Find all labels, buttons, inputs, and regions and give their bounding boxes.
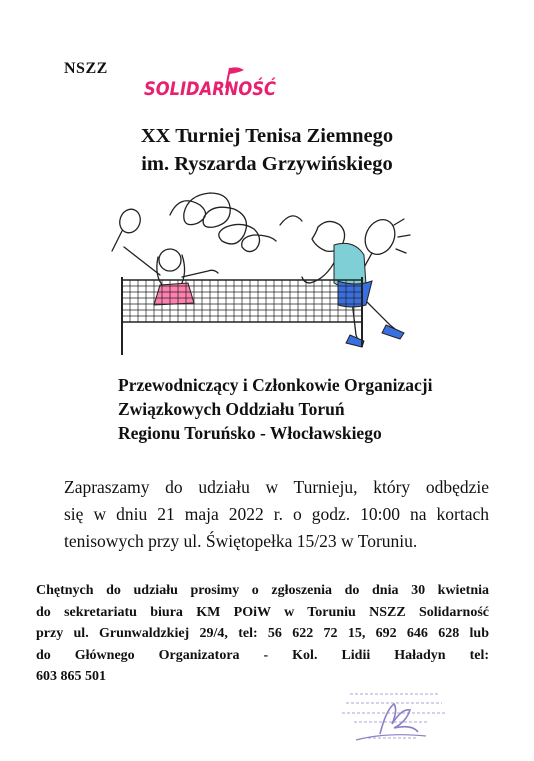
organizers-line: Regionu Toruńsko - Włocławskiego [118, 423, 382, 443]
invitation-paragraph [64, 474, 489, 555]
contact-line: przy ul. Grunwaldzkiej 29/4, tel: 56 622 72 15, 692 646 628 lub [36, 626, 489, 641]
contact-line: 603 865 501 [36, 669, 106, 684]
solidarnosc-logo [140, 62, 298, 106]
contact-line: do sekretariatu biura KM POiW w Toruniu NSZZ Solidarność [36, 604, 489, 620]
organizers-block [118, 373, 518, 445]
signature-stamp-icon [328, 686, 460, 748]
tournament-subtitle: im. Ryszarda Grzywińskiego [141, 153, 393, 175]
organizers-line: Związkowych Oddziału Toruń [118, 399, 345, 419]
svg-text:SOLIDARNOŚĆ: SOLIDARNOŚĆ [144, 78, 298, 100]
invitation-line: Zapraszamy do udziału w Turnieju, który odbędzie [64, 477, 489, 497]
contact-line: do Głównego Organizatora - Kol. Lidii Haładyn tel: [36, 647, 489, 663]
contact-line: Chętnych do udziału prosimy o zgłoszenia do dnia 30 kwietnia [36, 583, 489, 598]
organizers-line: Przewodniczący i Członkowie Organizacji [118, 375, 433, 395]
union-abbreviation: NSZZ [64, 60, 108, 77]
invitation-line: się w dniu 21 maja 2022 r. o godz. 10:00 na kortach [64, 504, 489, 524]
tennis-cartoon-illustration-icon [90, 185, 430, 360]
invitation-line: tenisowych przy ul. Świętopełka 15/23 w Toruniu. [64, 531, 418, 551]
contact-paragraph [36, 580, 489, 688]
tournament-title: XX Turniej Tenisa Ziemnego [140, 125, 394, 147]
